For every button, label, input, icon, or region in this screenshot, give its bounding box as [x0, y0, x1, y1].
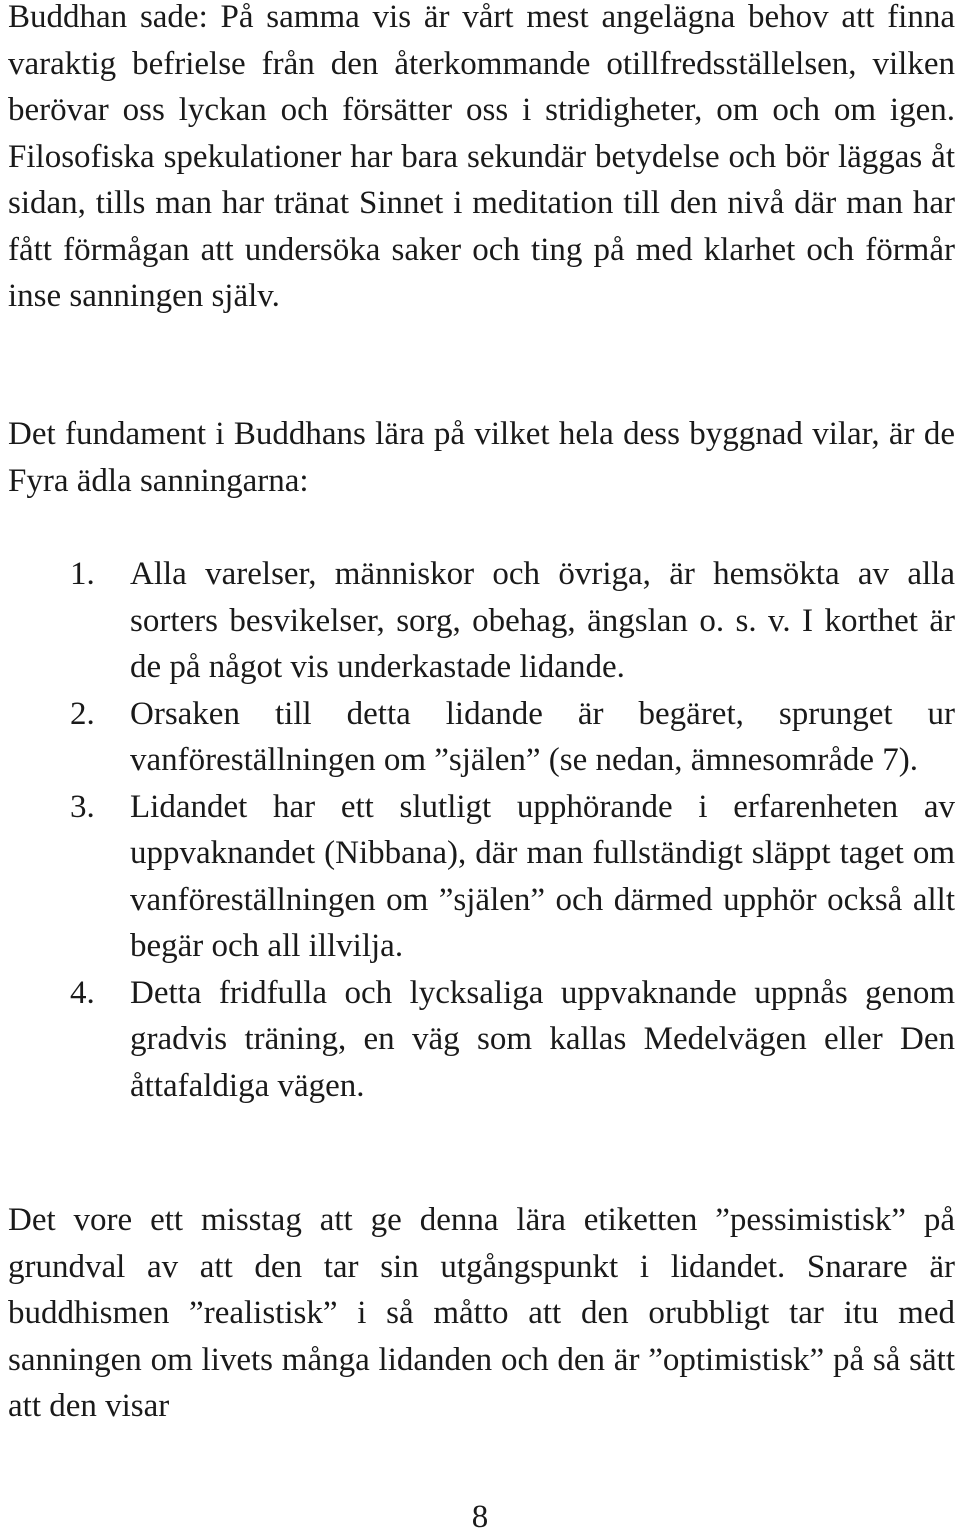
list-item-text: Orsaken till detta lidande är begäret, sprunget ur vanföreställningen om ”själen” (se nedan, ämnesområde 7). [130, 695, 955, 778]
list-item-text: Lidandet har ett slutligt upphörande i erfarenheten av uppvaknandet (Nibbana), där man fullständigt släppt taget om vanföreställningen om ”själen” och därmed upphör också allt begär och all illvilja. [130, 788, 955, 964]
list-item-number: 3. [70, 788, 95, 825]
list-item-number: 4. [70, 974, 95, 1011]
list-item-text: Alla varelser, människor och övriga, är hemsökta av alla sorters besvikelser, sorg, obehag, ängslan o. s. v. I korthet är de på något vis underkastade lidande. [130, 556, 955, 685]
list-item-truth-3 [8, 784, 955, 970]
paragraph-realism: Det vore ett misstag att ge denna lära etiketten ”pessimistisk” på grundval av att den tar sin utgångspunkt i lidandet. Snarare är buddhismen ”realistisk” i så måtto att den orubbligt tar itu med sanningen om livets många lidanden och den är ”optimistisk” på så sätt att den visar [8, 1202, 955, 1424]
list-item-number: 2. [70, 695, 95, 732]
list-item-text: Detta fridfulla och lycksaliga uppvaknande uppnås genom gradvis träning, en väg som kallas Medelvägen eller Den åttafaldiga vägen. [130, 974, 955, 1104]
four-noble-truths-list [8, 551, 955, 1109]
list-item-truth-4 [8, 970, 955, 1110]
page-number: 8 [471, 1499, 489, 1535]
paragraph-four-noble-truths-intro: Det fundament i Buddhans lära på vilket hela dess byggnad vilar, är de Fyra ädla sanningarna: [8, 416, 955, 499]
list-item-truth-1 [8, 551, 955, 691]
list-item-truth-2 [8, 691, 955, 784]
paragraph-meditation: Buddhan sade: På samma vis är vårt mest angelägna behov att finna varaktig befrielse från den återkommande otillfredsställelsen, vilken berövar oss lyckan och försätter oss i stridigheter, om och om igen. Filosofiska spekulationer har bara sekundär betydelse och bör läggas åt sidan, tills man har tränat Sinnet i meditation till den nivå där man har fått förmågan att undersöka saker och ting på med klarhet och förmår inse sanningen själv. [8, 0, 955, 314]
list-item-number: 1. [70, 556, 95, 592]
